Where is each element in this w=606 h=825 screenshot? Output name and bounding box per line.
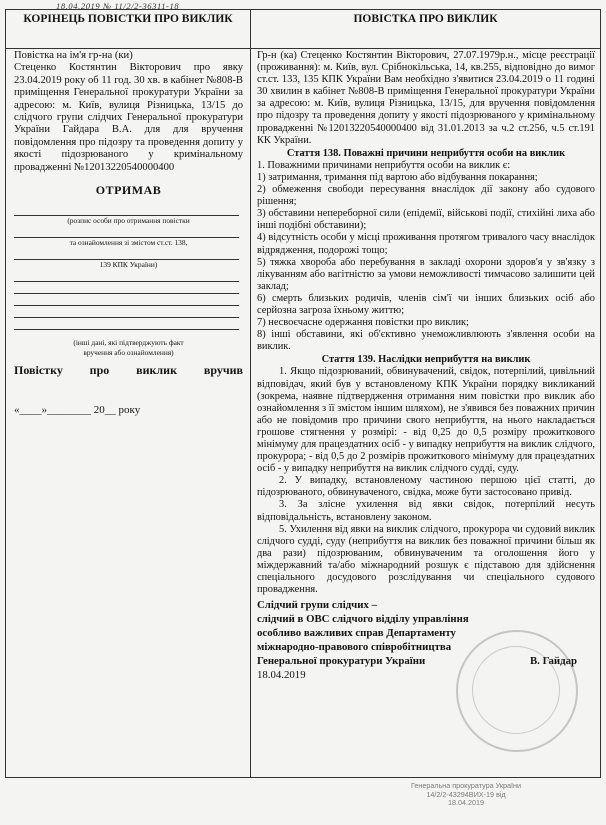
article-138-title: Стаття 138. Поважні причини неприбуття особи на виклик (286, 147, 566, 159)
stub-body: Стеценко Костянтин Вікторович про явку 23.04.2019 року об 11 год. 30 хв. в кабінет №808-В приміщення Генеральної прокуратури України за адресою: м. Київ, вулиця Різницька, 13/15 до слідчого групи слідчих Генеральної прокуратури України Гайдара В.А. для для вручення повідомлення про підозру та проведення допиту у якості підозрюваного у кримінальному провадженні №12013220540000400 (14, 62, 243, 173)
signature-line[interactable] (14, 248, 239, 260)
other-data-line[interactable] (14, 318, 239, 330)
stub-column (6, 10, 250, 777)
article-138-item: 3) обставини непереборної сили (епідемії, військові події, стихійні лиха або інші подібні обставини); (257, 208, 595, 232)
other-data-caption-1: (інші дані, які підтверджують факт (73, 338, 184, 348)
stub-title: КОРІНЕЦЬ ПОВІСТКИ ПРО ВИКЛИК (23, 13, 233, 25)
article-139-text (257, 366, 595, 596)
delivery-date-line: «____»________ 20__ року (14, 403, 141, 416)
article-138-item: 8) інші обставини, які об'єктивно унеможливлюють з'явлення особи на виклик. (257, 329, 595, 353)
delivered-by-heading: Повістку про виклик вручив (14, 363, 243, 378)
other-data-line[interactable] (14, 282, 239, 294)
signature-caption-3: 139 КПК України) (99, 260, 158, 270)
article-138-item: 7) несвоєчасне одержання повістки про виклик; (257, 317, 469, 329)
stub-recipient-line: Повістка на ім'я гр-на (ки) (14, 50, 133, 61)
article-138-item: 1. Поважними причинами неприбуття особи на виклик є: (257, 159, 511, 171)
signature-date: 18.04.2019 (257, 669, 306, 682)
summons-intro: Гр-н (ка) Стеценко Костянтин Вікторович, 27.07.1979р.н., місце реєстрації (проживання): м. Київ, вул. Срібнокільська, 14, кв.255, відповідно до вимог ст.ст. 133, 135 КПК України Вам необхідно з'явитися 23.04.2019 о 11 годині 30 хвилин в кабінет №808-В приміщення Генеральної прокуратури України за адресою: м. Київ, вулиця Різницька, 13/15, для вручення повідомлення про підозру та проведення допиту у якості підозрюваного у кримінальному провадженні №12013220540000400 від 31.01.2013 за ч.2 ст.256, ч.5 ст.191 КК України. (257, 50, 595, 146)
received-heading: ОТРИМАВ (95, 183, 162, 198)
article-138-item: 6) смерть близьких родичів, членів сім'ї чи інших близьких осіб або серйозна загроза їхньому життю; (257, 292, 595, 316)
official-seal (456, 630, 578, 752)
article-138-item: 4) відсутність особи у місці проживання протягом тривалого часу внаслідок відрядження, подорожі тощо; (257, 232, 595, 256)
signatory-name: В. Гайдар (529, 655, 577, 668)
summons-column (251, 10, 600, 777)
article-139-title: Стаття 139. Наслідки неприбуття на виклик (321, 354, 531, 366)
signature-line-text: Слідчий групи слідчих – (257, 599, 377, 612)
stamp-line-1: Генеральна прокуратура України (411, 781, 521, 790)
signature-line[interactable] (14, 226, 239, 238)
article-138-item: 2) обмеження свободи пересування внаслідок дії закону або судового рішення; (257, 184, 595, 208)
registration-stamp (396, 782, 536, 808)
other-data-line[interactable] (14, 306, 239, 318)
summons-form (5, 9, 601, 778)
article-139-paragraph: 3. За злісне ухилення від явки свідок, потерпілий несуть відповідальність, встановлену законом. (257, 499, 595, 523)
signature-caption-2: та ознайомлення зі змістом ст.ст. 138, (69, 238, 188, 248)
signature-caption-1: (розпис особи про отримання повістки (67, 216, 190, 226)
signature-line[interactable] (14, 204, 239, 216)
other-data-caption-2: вручення або ознайомлення) (83, 348, 174, 358)
stamp-line-3: 18.04.2019 (448, 798, 484, 807)
signature-line-text: міжнародно-правового співробітництва (257, 641, 452, 654)
article-139-paragraph: 1. Якщо підозрюваний, обвинувачений, свідок, потерпілий, цивільний відповідач, який був у встановленому КПК України порядку викликаний (зокрема, наявне підтвердження отримання ним повістки про виклик або ознайомлення з її змістом іншим шляхом), не з'явився без поважних причин або не повідомив про причини свого неприбуття, на нього накладається грошове стягнення у розмірі: - від 0,25 до 0,5 розміру прожиткового мінімуму для працездатних осіб - у випадку неприбуття на виклик слідчого, прокурора; - від 0,5 до 2 розмірів прожиткового мінімуму для працездатних осіб - у випадку неприбуття на виклик слідчого судді, суду. (257, 366, 595, 475)
article-139-paragraph: 5. Ухилення від явки на виклик слідчого, прокурора чи судовий виклик слідчого судді, суду (неприбуття на виклик без поважної причини більш як два рази) підозрюваним, обвинуваченим та оголошення його у міждержавний та/або міжнародний розшук є підставою для здійснення спеціального досудового розслідування чи спеціального судового провадження. (257, 523, 595, 596)
other-data-line[interactable] (14, 270, 239, 282)
article-138-item: 1) затримання, тримання під вартою або відбування покарання; (257, 171, 538, 183)
handwritten-registration-note: 18.04.2019 № 11/2/2-36311-18 (56, 1, 180, 11)
signature-line-text: особливо важливих справ Департаменту (257, 627, 456, 640)
other-data-line[interactable] (14, 294, 239, 306)
signature-line-text: слідчий в ОВС слідчого відділу управління (257, 613, 469, 626)
article-138-list (257, 160, 595, 354)
summons-title: ПОВІСТКА ПРО ВИКЛИК (353, 13, 498, 25)
article-139-paragraph: 2. У випадку, встановленому частиною першою цієї статті, до підозрюваного, обвинуваченого, свідка, може бути застосовано привід. (257, 475, 595, 499)
stamp-line-2: 14/2/2-43294ВИХ-19 від (426, 789, 506, 799)
signature-organization: Генеральної прокуратури України (257, 655, 426, 668)
article-138-item: 5) тяжка хвороба або перебування в закладі охорони здоров'я у зв'язку з лікуванням або вагітністю за умови неможливості тимчасово залишити цей заклад; (257, 256, 595, 292)
